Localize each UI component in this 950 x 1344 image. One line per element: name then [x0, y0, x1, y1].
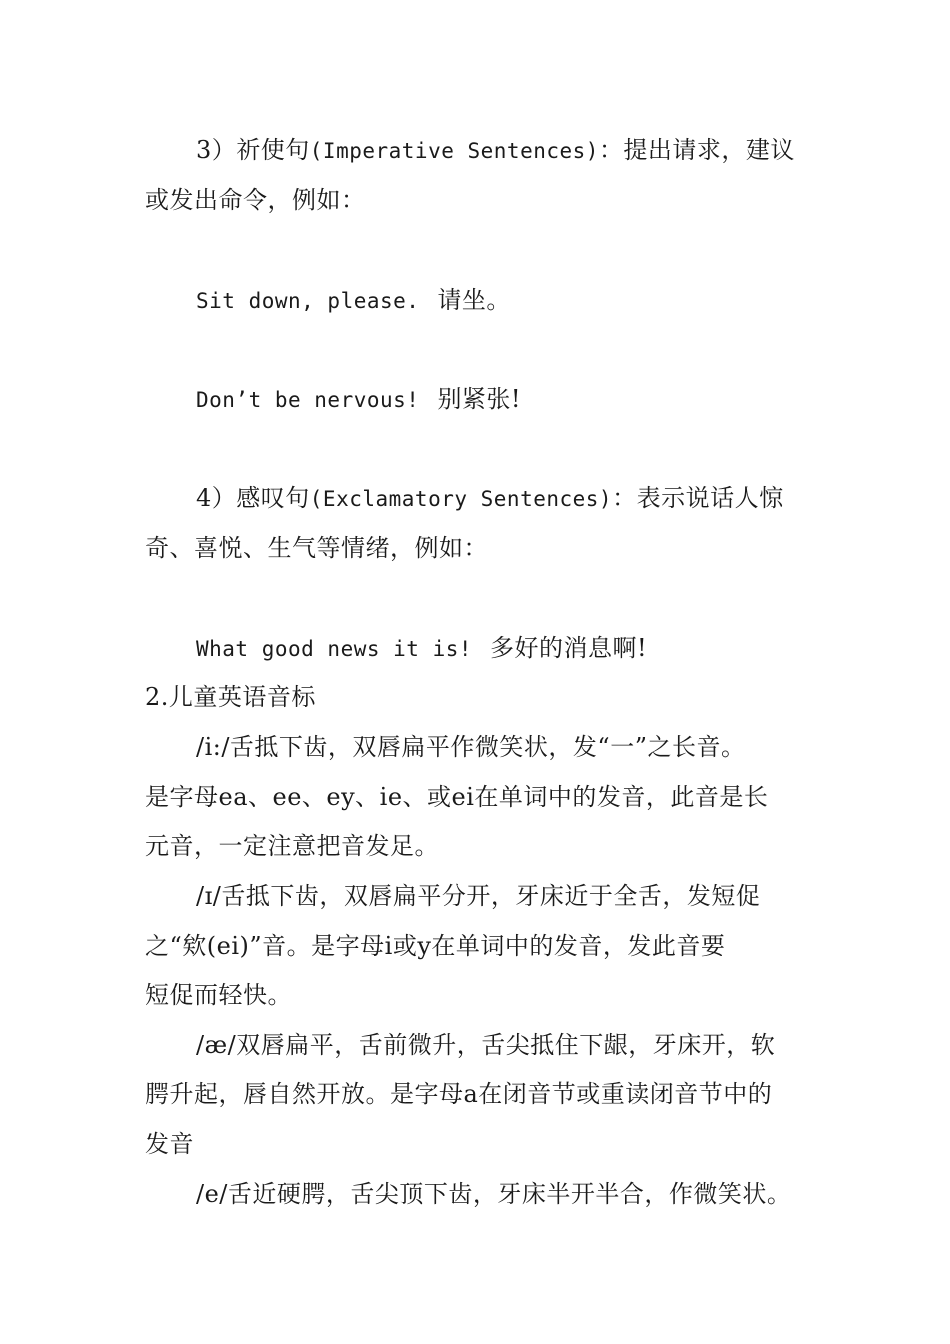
definition-text: ：提出请求，建议 — [598, 136, 795, 164]
phonetic-i-long-line-3: 元音，一定注意把音发足。 — [145, 832, 439, 860]
imperative-paragraph-line-1 — [196, 134, 795, 167]
phonetic-i-short-line-1: /ɪ/舌抵下齿，双唇扁平分开，牙床近于全舌，发短促 — [196, 882, 761, 910]
phonetic-i-long-line-1: /i:/舌抵下齿，双唇扁平作微笑状，发“一”之长音。 — [196, 733, 746, 761]
example-english: What good news it is! — [196, 637, 473, 661]
example-chinese: 多好的消息啊! — [490, 634, 648, 662]
imperative-paragraph-line-2: 或发出命令，例如： — [145, 186, 366, 214]
example-english: Sit down, please. — [196, 289, 420, 313]
definition-text: ：表示说话人惊 — [612, 484, 784, 512]
term-chinese: 感叹句 — [236, 484, 310, 512]
term-english: (Exclamatory Sentences) — [309, 487, 613, 511]
phonetic-ae-line-3: 发音 — [145, 1130, 194, 1158]
example-english: Don’t be nervous! — [196, 388, 420, 412]
phonetic-e-line-1: /e/舌近硬腭，舌尖顶下齿，牙床半开半合，作微笑状。 — [196, 1180, 792, 1208]
exclamatory-paragraph-line-1 — [196, 482, 784, 515]
example-chinese: 别紧张! — [437, 385, 522, 413]
section-heading: 2.儿童英语音标 — [145, 683, 316, 711]
phonetic-i-long-line-2: 是字母ea、ee、ey、ie、或ei在单词中的发音，此音是长 — [145, 783, 769, 811]
exclamatory-paragraph-line-2: 奇、喜悦、生气等情绪，例如： — [145, 534, 488, 562]
phonetic-i-short-line-2: 之“欸(ei)”音。是字母i或y在单词中的发音，发此音要 — [145, 932, 726, 960]
example-sentence-1 — [196, 284, 511, 317]
term-english: (Imperative Sentences) — [309, 139, 599, 163]
example-chinese: 请坐。 — [437, 286, 511, 314]
phonetic-i-short-line-3: 短促而轻快。 — [145, 981, 292, 1009]
item-number: 4） — [196, 484, 237, 512]
item-number: 3） — [196, 136, 237, 164]
term-chinese: 祈使句 — [236, 136, 310, 164]
phonetic-ae-line-2: 腭升起，唇自然开放。是字母a在闭音节或重读闭音节中的 — [145, 1080, 773, 1108]
example-sentence-2 — [196, 383, 521, 416]
phonetic-ae-line-1: /æ/双唇扁平，舌前微升，舌尖抵住下龈，牙床开，软 — [196, 1031, 776, 1059]
example-sentence-3 — [196, 632, 647, 665]
